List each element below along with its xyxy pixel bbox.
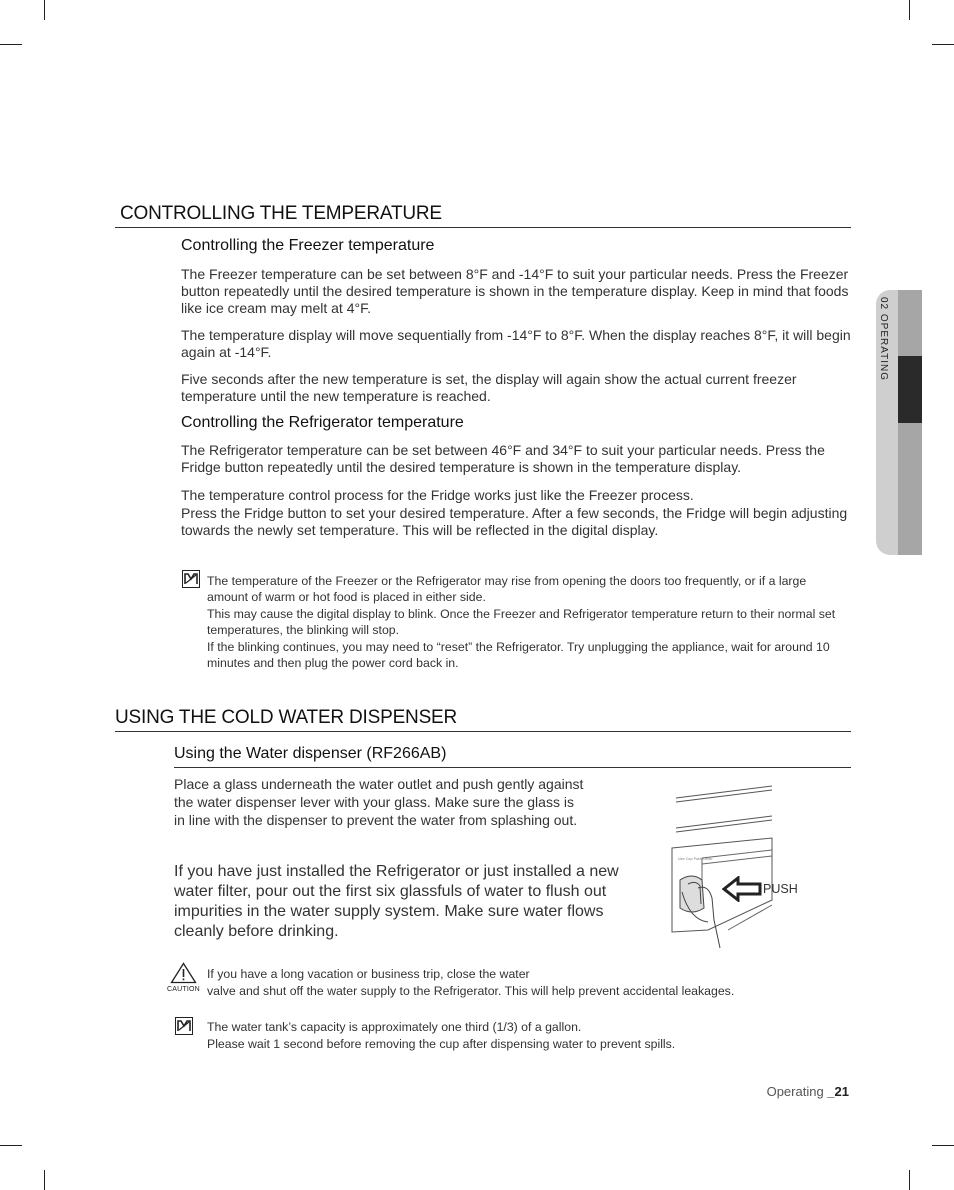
- caution-note: [207, 966, 827, 1000]
- push-label: PUSH: [763, 882, 798, 896]
- note-line: The temperature of the Freezer or the Refrigerator may rise from opening the doors too frequently, or if a large amount of warm or hot food is placed in either side.: [207, 574, 807, 604]
- note-line: If the blinking continues, you may need to “reset” the Refrigerator. Try unplugging the appliance, wait for around 10 minutes and then plug the power cord back in.: [207, 640, 830, 670]
- note-icon: [175, 1017, 193, 1035]
- page-number: _21: [827, 1084, 849, 1099]
- crop-mark: [909, 1170, 910, 1190]
- note-icon: [182, 570, 200, 588]
- section-title-water-dispenser: USING THE COLD WATER DISPENSER: [115, 707, 851, 732]
- crop-mark: [44, 1170, 45, 1190]
- fridge-paragraph-2a: The temperature control process for the Fridge works just like the Freezer process.: [181, 487, 694, 503]
- water-dispenser-illustration: [668, 780, 778, 950]
- temperature-note: [207, 573, 837, 672]
- freezer-paragraph-3: Five seconds after the new temperature is set, the display will again show the actual current freezer temperature until the new temperature is reached.: [181, 371, 797, 404]
- water-dispenser-heading: Using the Water dispenser (RF266AB): [174, 744, 851, 768]
- freezer-paragraph-2: The temperature display will move sequentially from -14°F to 8°F. When the display reaches 8°F, it will begin again at -14°F.: [181, 327, 851, 360]
- page-footer: [767, 1084, 849, 1099]
- caution-label: CAUTION: [167, 986, 200, 993]
- fridge-paragraph-1: The Refrigerator temperature can be set between 46°F and 34°F to suit your particular needs. Press the Fridge button repeatedly until the desired temperature is shown in the temperature display.: [181, 442, 825, 475]
- caution-icon: [170, 962, 197, 984]
- chapter-tab-marker: [898, 356, 922, 423]
- fridge-heading: Controlling the Refrigerator temperature: [181, 414, 464, 431]
- caution-line: If you have a long vacation or business trip, close the water: [207, 967, 530, 981]
- section-title-temperature: CONTROLLING THE TEMPERATURE: [115, 203, 851, 228]
- fridge-paragraph-2b: Press the Fridge button to set your desired temperature. After a few seconds, the Fridge will begin adjusting towards the newly set temperature. This will be reflected in the digital display.: [181, 505, 848, 538]
- crop-mark: [932, 1145, 954, 1146]
- water-tank-note: [207, 1019, 827, 1053]
- chapter-tab-label: 02 OPERATING: [878, 297, 889, 382]
- crop-mark: [0, 1145, 22, 1146]
- freezer-heading: Controlling the Freezer temperature: [181, 237, 435, 254]
- crop-mark: [909, 0, 910, 20]
- freezer-paragraph-1: The Freezer temperature can be set between 8°F and -14°F to suit your particular needs. Press the Freezer button repeatedly until the desired temperature is shown in the temperature display. Keep in mind that foods like ice cream may melt at 4°F.: [181, 266, 849, 316]
- caution-line: valve and shut off the water supply to the Refrigerator. This will help prevent accidental leakages.: [207, 984, 735, 998]
- footer-section: Operating: [766, 1084, 828, 1099]
- push-arrow-icon: [722, 876, 762, 902]
- crop-mark: [44, 0, 45, 20]
- crop-mark: [0, 44, 22, 45]
- dispenser-paragraph-2: If you have just installed the Refrigerator or just installed a new water filter, pour out the first six glassfuls of water to flush out impurities in the water supply system. Make sure water flows cleanly before drinking.: [174, 863, 619, 940]
- note-line: Please wait 1 second before removing the cup after dispensing water to prevent spills.: [207, 1037, 676, 1051]
- dispenser-paragraph-1: Place a glass underneath the water outlet and push gently against the water dispenser lever with your glass. Make sure the glass is in line with the dispenser to prevent the water from splashing out.: [174, 776, 584, 828]
- crop-mark: [932, 44, 954, 45]
- note-line: This may cause the digital display to blink. Once the Freezer and Refrigerator temperature return to their normal set temperatures, the blinking will stop.: [207, 607, 836, 637]
- svg-text:Use Cup Push Lever: Use Cup Push Lever: [678, 857, 713, 861]
- note-line: The water tank’s capacity is approximately one third (1/3) of a gallon.: [207, 1020, 582, 1034]
